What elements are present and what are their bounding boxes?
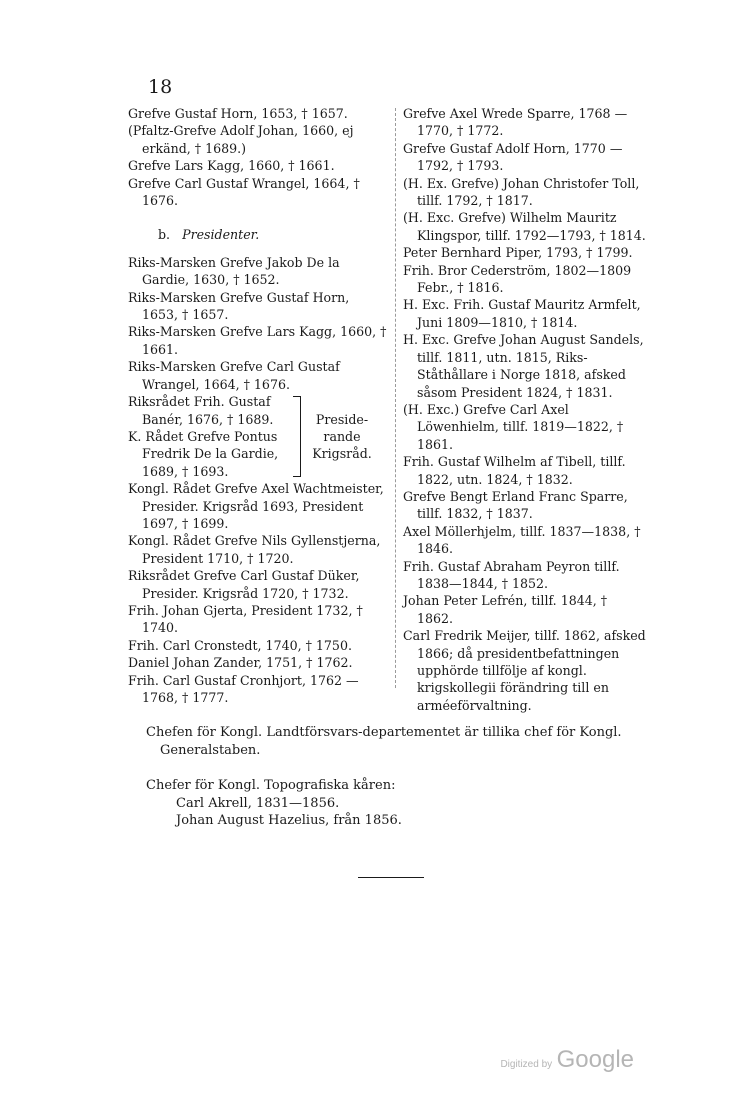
list-item: Riksrådet Frih. Gustaf Banér, 1676, † 1689. <box>128 394 274 427</box>
list-item: Frih. Bror Cederström, 1802—1809 Febr., † 1816. <box>403 262 632 296</box>
list-item: Grefve Gustaf Adolf Horn, 1770 —1792, † 1793. <box>403 140 623 174</box>
list-item: Riks-Marsken Grefve Lars Kagg, 1660, † 1661. <box>128 324 387 357</box>
bracket-label-line: Preside- <box>315 411 369 427</box>
topografiska-note <box>146 777 646 830</box>
list-item: Grefve Bengt Erland Franc Sparre, tillf. 1832, † 1837. <box>403 488 628 522</box>
list-item: Frih. Gustaf Wilhelm af Tibell, tillf. 1822, utn. 1824, † 1832. <box>403 454 626 487</box>
list-item: (H. Ex. Grefve) Johan Christofer Toll, tillf. 1792, † 1817. <box>403 175 640 209</box>
left-column <box>128 105 388 706</box>
bracket-label-line: rande <box>323 428 361 444</box>
note-line: Generalstaben. <box>160 742 261 758</box>
curly-bracket-icon <box>293 396 301 477</box>
section-heading-presidenter <box>158 226 388 243</box>
list-item: Johan Peter Lefrén, tillf. 1844, † 1862. <box>403 593 608 626</box>
bracketed-group <box>128 393 388 480</box>
bracket-label <box>307 411 377 463</box>
list-item: Frih. Carl Cronstedt, 1740, † 1750. <box>128 637 352 653</box>
google-logo: Google <box>556 1046 634 1073</box>
list-item: Riks-Marsken Grefve Jakob De la Gardie, 1630, † 1652. <box>128 254 340 288</box>
horizontal-rule <box>358 877 424 878</box>
note-line: Chefen för Kongl. Landtförsvars-departementet är tillika chef för Kongl. <box>146 725 622 740</box>
generalstaben-note <box>146 724 646 759</box>
page-number: 18 <box>148 76 173 98</box>
left-top-entries <box>128 105 388 209</box>
list-item: H. Exc. Frih. Gustaf Mauritz Armfelt, Juni 1809—1810, † 1814. <box>403 297 641 330</box>
list-item: Riks-Marsken Grefve Carl Gustaf Wrangel, 1664, † 1676. <box>128 359 340 392</box>
list-item: Frih. Johan Gjerta, President 1732, † 1740. <box>128 602 363 636</box>
list-item: Grefve Gustaf Horn, 1653, † 1657. <box>128 106 348 121</box>
list-item: Riks-Marsken Grefve Gustaf Horn, 1653, † 1657. <box>128 289 350 323</box>
list-item: Axel Möllerhjelm, tillf. 1837—1838, † 1846. <box>403 523 641 557</box>
list-item: Carl Fredrik Meijer, tillf. 1862, afsked 1866; då presidentbefattningen upphörde tillfölje af kongl. krigskollegii förändring till en arméeförvaltning. <box>403 628 646 713</box>
list-item: Frih. Carl Gustaf Cronhjort, 1762 —1768, † 1777. <box>128 672 359 705</box>
list-item: Riksrådet Grefve Carl Gustaf Düker, Presider. Krigsråd 1720, † 1732. <box>128 568 360 601</box>
watermark-prefix: Digitized by <box>500 1059 553 1070</box>
president-entries <box>128 254 388 707</box>
section-letter: b. <box>158 227 171 243</box>
bracketed-entries <box>128 393 293 480</box>
list-item: (H. Exc.) Grefve Carl Axel Löwenhielm, tillf. 1819—1822, † 1861. <box>403 401 624 452</box>
list-item: Johan August Hazelius, från 1856. <box>176 813 402 828</box>
list-item: Frih. Gustaf Abraham Peyron tillf. 1838—1844, † 1852. <box>403 558 620 591</box>
list-item: Carl Akrell, 1831—1856. <box>176 795 340 811</box>
list-item: Peter Bernhard Piper, 1793, † 1799. <box>403 245 633 261</box>
list-item: K. Rådet Grefve Pontus Fredrik De la Gardie, 1689, † 1693. <box>128 428 279 479</box>
list-item: (Pfaltz-Grefve Adolf Johan, 1660, ej erkänd, † 1689.) <box>128 123 354 156</box>
footer-notes <box>146 724 646 848</box>
list-item: Grefve Carl Gustaf Wrangel, 1664, † 1676. <box>128 175 360 209</box>
column-divider <box>395 108 396 688</box>
list-item: Daniel Johan Zander, 1751, † 1762. <box>128 655 353 671</box>
list-item: Kongl. Rådet Grefve Axel Wachtmeister, Presider. Krigsråd 1693, President 1697, † 1699. <box>128 481 384 531</box>
list-item: Kongl. Rådet Grefve Nils Gyllenstjerna, President 1710, † 1720. <box>128 533 381 566</box>
right-column <box>403 105 647 714</box>
list-item: (H. Exc. Grefve) Wilhelm Mauritz Klingspor, tillf. 1792—1793, † 1814. <box>403 210 646 243</box>
list-item: Grefve Lars Kagg, 1660, † 1661. <box>128 158 335 174</box>
bracket-label-line: Krigsråd. <box>312 446 372 462</box>
note-heading: Chefer för Kongl. Topografiska kåren: <box>146 778 396 793</box>
digitized-watermark <box>500 1046 634 1074</box>
list-item: Grefve Axel Wrede Sparre, 1768 —1770, † 1772. <box>403 106 628 139</box>
section-title: Presidenter. <box>182 227 260 243</box>
list-item: H. Exc. Grefve Johan August Sandels, tillf. 1811, utn. 1815, Riks-Ståthållare i Norge 1818, afsked såsom President 1824, † 1831. <box>403 332 644 400</box>
